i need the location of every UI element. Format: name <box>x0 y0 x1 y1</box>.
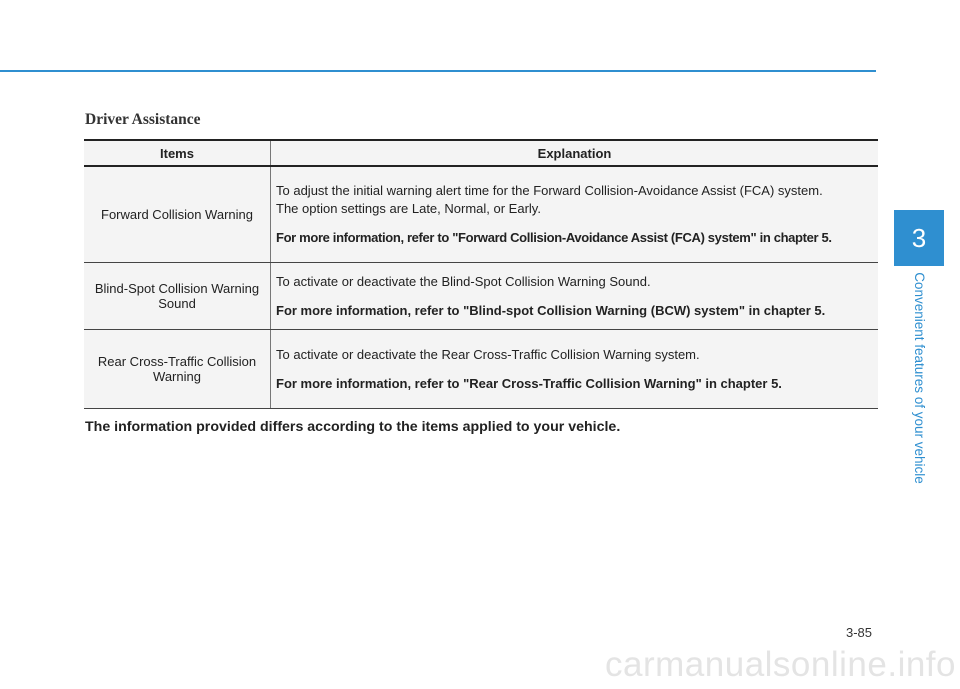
item-name: Blind-Spot Collision Warning Sound <box>84 263 271 330</box>
table-header-row <box>84 140 878 166</box>
header-explanation: Explanation <box>271 140 879 166</box>
settings-table <box>84 139 878 409</box>
explanation-cell <box>271 263 879 330</box>
chapter-title: Convenient features of your vehicle <box>912 272 927 484</box>
explanation-text: The option settings are Late, Normal, or Early. <box>276 201 541 216</box>
footnote: The information provided differs according to the items applied to your vehicle. <box>85 419 621 435</box>
explanation-text: To adjust the initial warning alert time for the Forward Collision-Avoidance Assist (FCA) system. <box>276 183 823 198</box>
table-row <box>84 166 878 263</box>
reference-note: For more information, refer to "Blind-spot Collision Warning (BCW) system" in chapter 5. <box>276 302 826 318</box>
table-row <box>84 263 878 330</box>
explanation-text: To activate or deactivate the Blind-Spot Collision Warning Sound. <box>276 273 651 289</box>
item-name: Rear Cross-Traffic Collision Warning <box>84 330 271 409</box>
reference-note: For more information, refer to "Rear Cross-Traffic Collision Warning" in chapter 5. <box>276 375 782 391</box>
explanation-cell <box>271 330 879 409</box>
reference-note: For more information, refer to "Forward Collision-Avoidance Assist (FCA) system" in chapter 5. <box>276 230 832 245</box>
explanation-cell <box>271 166 879 263</box>
item-name: Forward Collision Warning <box>84 166 271 263</box>
section-title: Driver Assistance <box>85 111 201 128</box>
header-rule <box>0 70 876 72</box>
explanation-text: To activate or deactivate the Rear Cross-Traffic Collision Warning system. <box>276 346 700 362</box>
chapter-number: 3 <box>911 222 927 253</box>
page-number: 3-85 <box>846 625 873 640</box>
watermark: carmanualsonline.info <box>605 645 956 684</box>
header-items: Items <box>84 140 271 166</box>
table-row <box>84 330 878 409</box>
